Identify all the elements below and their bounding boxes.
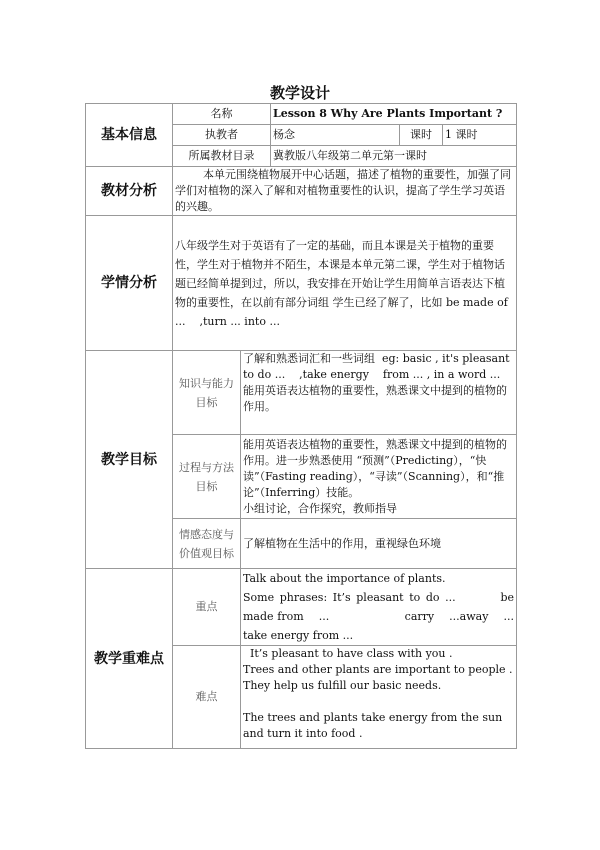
difficulty-line: The trees and plants take energy from the sun and turn it into food . (243, 711, 506, 740)
name-label: 名称 (172, 103, 271, 125)
difficulty-content (240, 645, 517, 749)
goal-attitude (240, 518, 517, 569)
goal-line: 了解植物在生活中的作用，重视绿色环境 (243, 536, 441, 550)
goal-label-process: 过程与方法目标 (172, 434, 241, 519)
goal-label-knowledge: 知识与能力目标 (172, 350, 241, 435)
difficulty-line: Trees and other plants are important to people . (243, 663, 513, 676)
difficulty-line: It’s pleasant to have class with you . (243, 647, 453, 660)
period-value: 1 课时 (442, 124, 517, 146)
student-analysis-heading: 学情分析 (85, 215, 173, 351)
keypoint-line: Some phrases: It’s pleasant to do ... be made from ... carry ...away ... take energy from ... (243, 591, 518, 642)
goal-label-attitude: 情感态度与价值观目标 (172, 518, 241, 569)
goal-line: 了解和熟悉词汇和一些词组 eg: basic , it's pleasant to do ... ,take energy from ... , in a word ... (243, 352, 514, 381)
material-text: 本单元围绕植物展开中心话题，描述了植物的重要性，加强了同学们对植物的深入了解和对植物重要性的认识，提高了学生学习英语的兴趣。 (175, 168, 511, 213)
page-title: 教学设计 (269, 84, 330, 102)
teacher-label: 执教者 (172, 124, 271, 146)
difficulty-line (243, 694, 514, 710)
goals-heading: 教学目标 (85, 350, 173, 569)
goal-process (240, 434, 517, 519)
keypoints-heading: 教学重难点 (85, 568, 173, 749)
material-analysis-text (172, 166, 517, 216)
student-text: 八年级学生对于英语有了一定的基础，而且本课是关于植物的重要性，学生对于植物并不陌生，本课是本单元第二课，学生对于植物话题已经简单提到过，所以，我安排在开始让学生用简单言语表达下植物的重要性，在以前有部分词组 学生已经了解了，比如 be made of ... ,turn ... into ... (175, 238, 512, 328)
goal-knowledge (240, 350, 517, 435)
difficulty-label: 难点 (172, 645, 241, 749)
name-value: Lesson 8 Why Are Plants Important ? (270, 103, 517, 125)
goal-line: 小组讨论，合作探究，教师指导 (243, 501, 397, 515)
material-analysis-heading: 教材分析 (85, 166, 173, 216)
catalog-label: 所属教材目录 (172, 145, 271, 167)
teacher-value: 杨念 (270, 124, 400, 146)
goal-line: 能用英语表达植物的重要性，熟悉课文中提到的植物的作用。 (243, 384, 507, 413)
catalog-value: 冀教版八年级第二单元第一课时 (270, 145, 517, 167)
keypoint-label: 重点 (172, 568, 241, 646)
student-analysis-text (172, 215, 517, 351)
basic-info-heading: 基本信息 (85, 103, 173, 167)
difficulty-line: They help us fulfill our basic needs. (243, 679, 442, 692)
keypoint-content (240, 568, 517, 646)
keypoint-line: Talk about the importance of plants. (243, 572, 446, 585)
goal-line: 能用英语表达植物的重要性，熟悉课文中提到的植物的作用。进一步熟悉使用 “预测”（Predicting），“快读”（Fasting reading），“寻读”（Scanning），和“推论”（Inferring）技能。 (243, 437, 507, 499)
period-label: 课时 (399, 124, 443, 146)
